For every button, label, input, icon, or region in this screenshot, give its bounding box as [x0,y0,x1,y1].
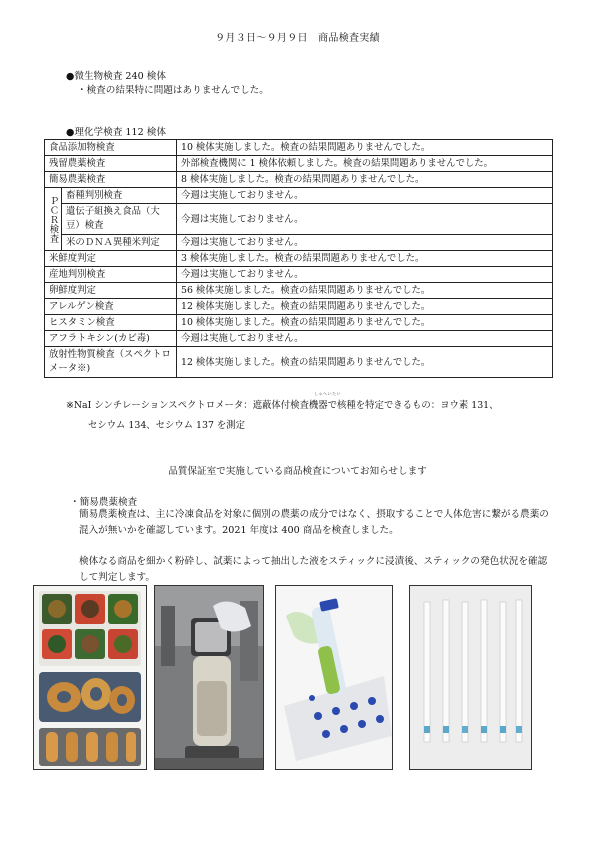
test-name: 産地判別検査 [45,267,177,283]
page-title: ９月３日〜９月９日 商品検査実績 [215,33,380,44]
test-result: 今週は実施しておりません。 [177,204,553,235]
test-result: 10 検体実施しました。検査の結果問題ありませんでした。 [177,140,553,156]
photo-tube-in-rack [275,585,393,770]
table-row [45,315,553,331]
table-row [45,331,553,347]
test-name: 遺伝子組換え食品（大豆）検査 [62,204,177,235]
test-result: 今週は実施しておりません。 [177,331,553,347]
test-name: ヒスタミン検査 [45,315,177,331]
table-row [45,156,553,172]
test-name: 残留農薬検査 [45,156,177,172]
test-result: 今週は実施しておりません。 [177,188,553,204]
test-result: 外部検査機関に 1 検体依頼しました。検査の結果問題ありませんでした。 [177,156,553,172]
table-row [45,140,553,156]
test-name: アフラトキシン(カビ毒) [45,331,177,347]
nai-note-line1: ※NaI シンチレーションスペクトロメータ：遮蔽体付検査機器で核種を特定できるもの：ヨウ素 131、 [66,400,499,411]
photo-frozen-foods [33,585,147,770]
test-result: 今週は実施しておりません。 [177,235,553,251]
test-name: 食品添加物検査 [45,140,177,156]
table-row [45,251,553,267]
results-table [44,139,553,378]
table-row [45,283,553,299]
test-name: 畜種判別検査 [62,188,177,204]
simple-pesticide-method: 検体なる商品を細かく粉砕し、試薬によって抽出した液をスティックに浸漬後、スティックの発色状況を確認して判定します。 [79,556,548,583]
test-result: 12 検体実施しました。検査の結果問題ありませんでした。 [177,347,553,378]
test-name: 簡易農薬検査 [45,172,177,188]
microbe-note: ・検査の結果特に問題はありませんでした。 [77,85,269,96]
table-row [45,267,553,283]
simple-pesticide-description: 簡易農薬検査は、主に冷凍食品を対象に個別の農薬の成分ではなく、摂取することで人体危害に繋がる農薬の混入が無いかを確認しています。2021 年度は 400 商品を検査しました。 [79,509,549,536]
simple-pesticide-heading: ・簡易農薬検査 [70,497,138,508]
test-name: アレルゲン検査 [45,299,177,315]
test-name: 放射性物質検査（スペクトロメータ※) [45,347,177,378]
test-name: 米のＤＮＡ異種米判定 [62,235,177,251]
blender-image [155,586,263,769]
frozen-foods-image [34,586,146,769]
table-row [45,188,553,204]
table-row [45,204,553,235]
test-name: 米鮮度判定 [45,251,177,267]
physchem-heading: ●理化学検査 112 検体 [66,127,166,138]
test-result: 10 検体実施しました。検査の結果問題ありませんでした。 [177,315,553,331]
nai-note-line2: セシウム 134、セシウム 137 を測定 [88,420,246,431]
test-result: 12 検体実施しました。検査の結果問題ありませんでした。 [177,299,553,315]
tube-rack-image [276,586,392,769]
table-row [45,299,553,315]
photo-test-sticks [409,585,532,770]
table-row [45,172,553,188]
test-result: 3 検体実施しました。検査の結果問題ありませんでした。 [177,251,553,267]
test-result: 56 検体実施しました。検査の結果問題ありませんでした。 [177,283,553,299]
notice-heading: 品質保証室で実施している商品検査についてお知らせします [168,466,427,477]
ruby-annotation: しゃへいたい [314,391,341,396]
photo-blender-grinding [154,585,264,770]
test-result: 8 検体実施しました。検査の結果問題ありませんでした。 [177,172,553,188]
test-result: 今週は実施しておりません。 [177,267,553,283]
microbe-heading: ●微生物検査 240 検体 [66,71,166,82]
test-sticks-image [410,586,531,769]
test-name: 卵鮮度判定 [45,283,177,299]
table-row [45,235,553,251]
table-row [45,347,553,378]
pcr-group-label: ＰＣＲ検査 [45,188,62,251]
